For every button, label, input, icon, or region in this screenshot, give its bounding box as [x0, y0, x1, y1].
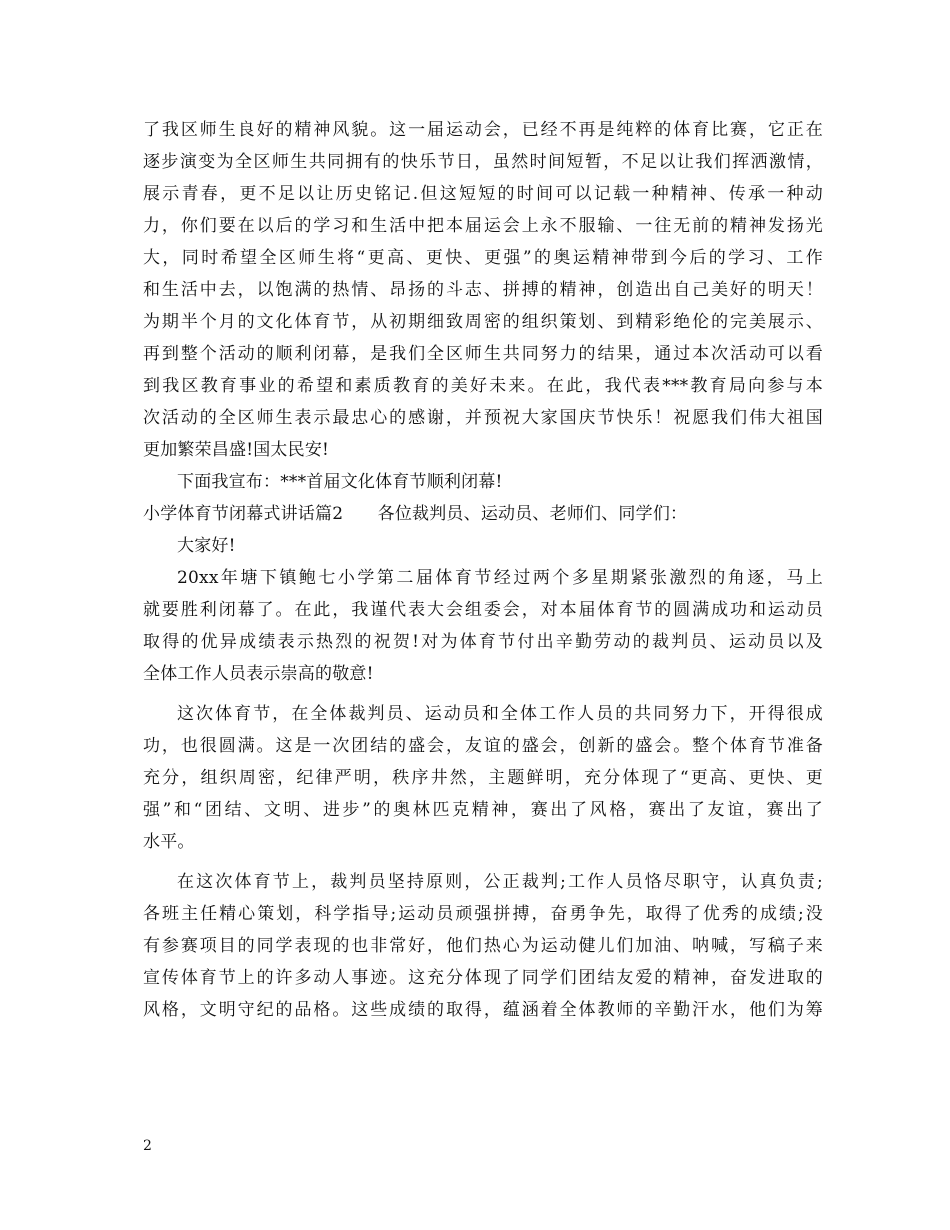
text-line: 水平。 [143, 832, 195, 852]
text-line: 次活动的全区师生表示最忠心的感谢，并预祝大家国庆节快乐！祝愿我们伟大祖国 [143, 408, 823, 428]
text-line: 大家好! [177, 536, 236, 556]
text-line: 逐步演变为全区师生共同拥有的快乐节日，虽然时间短暂，不足以让我们挥洒激情， [143, 152, 823, 172]
text-line: 为期半个月的文化体育节，从初期细致周密的组织策划、到精彩绝伦的完美展示、 [143, 312, 823, 332]
text-line: 充分，组织周密，纪律严明，秩序井然，主题鲜明，充分体现了“更高、更快、更 [143, 768, 823, 788]
page-number: 2 [143, 1138, 152, 1154]
text-line: 在这次体育节上，裁判员坚持原则，公正裁判;工作人员恪尽职守，认真负责; [177, 872, 823, 892]
text-line: 了我区师生良好的精神风貌。这一届运动会，已经不再是纯粹的体育比赛，它正在 [143, 120, 823, 140]
text-line: 小学体育节闭幕式讲话篇2 各位裁判员、运动员、老师们、同学们： [143, 504, 688, 524]
text-line: 强”和“团结、文明、进步”的奥林匹克精神，赛出了风格，赛出了友谊，赛出了 [143, 800, 823, 820]
text-line: 各班主任精心策划，科学指导;运动员顽强拼搏，奋勇争先，取得了优秀的成绩;没 [143, 904, 823, 924]
body-text [143, 114, 823, 1026]
text-line: 这次体育节，在全体裁判员、运动员和全体工作人员的共同努力下，开得很成 [177, 704, 823, 724]
text-line: 全体工作人员表示崇高的敬意! [143, 664, 374, 684]
text-line: 就要胜利闭幕了。在此，我谨代表大会组委会，对本届体育节的圆满成功和运动员 [143, 600, 823, 620]
text-line: 和生活中去，以饱满的热情、昂扬的斗志、拼搏的精神，创造出自己美好的明天！ [143, 280, 823, 300]
text-line: 20xx年塘下镇鲍七小学第二届体育节经过两个多星期紧张激烈的角逐，马上 [177, 568, 823, 588]
text-line: 下面我宣布：***首届文化体育节顺利闭幕! [177, 472, 503, 492]
text-line: 力，你们要在以后的学习和生活中把本届运会上永不服输、一往无前的精神发扬光 [143, 216, 823, 236]
text-line: 取得的优异成绩表示热烈的祝贺!对为体育节付出辛勤劳动的裁判员、运动员以及 [143, 632, 823, 652]
text-line: 宣传体育节上的许多动人事迹。这充分体现了同学们团结友爱的精神，奋发进取的 [143, 968, 823, 988]
text-line: 更加繁荣昌盛!国太民安! [143, 440, 330, 460]
text-line: 大，同时希望全区师生将“更高、更快、更强”的奥运精神带到今后的学习、工作 [143, 248, 823, 268]
text-line: 有参赛项目的同学表现的也非常好，他们热心为运动健儿们加油、呐喊，写稿子来 [143, 936, 823, 956]
text-line: 风格，文明守纪的品格。这些成绩的取得，蕴涵着全体教师的辛勤汗水，他们为筹 [143, 1000, 823, 1020]
text-line: 展示青春，更不足以让历史铭记.但这短短的时间可以记载一种精神、传承一种动 [143, 184, 823, 204]
text-line: 功，也很圆满。这是一次团结的盛会，友谊的盛会，创新的盛会。整个体育节准备 [143, 736, 823, 756]
text-line: 到我区教育事业的希望和素质教育的美好未来。在此，我代表***教育局向参与本 [143, 376, 823, 396]
text-line: 再到整个活动的顺利闭幕，是我们全区师生共同努力的结果，通过本次活动可以看 [143, 344, 823, 364]
